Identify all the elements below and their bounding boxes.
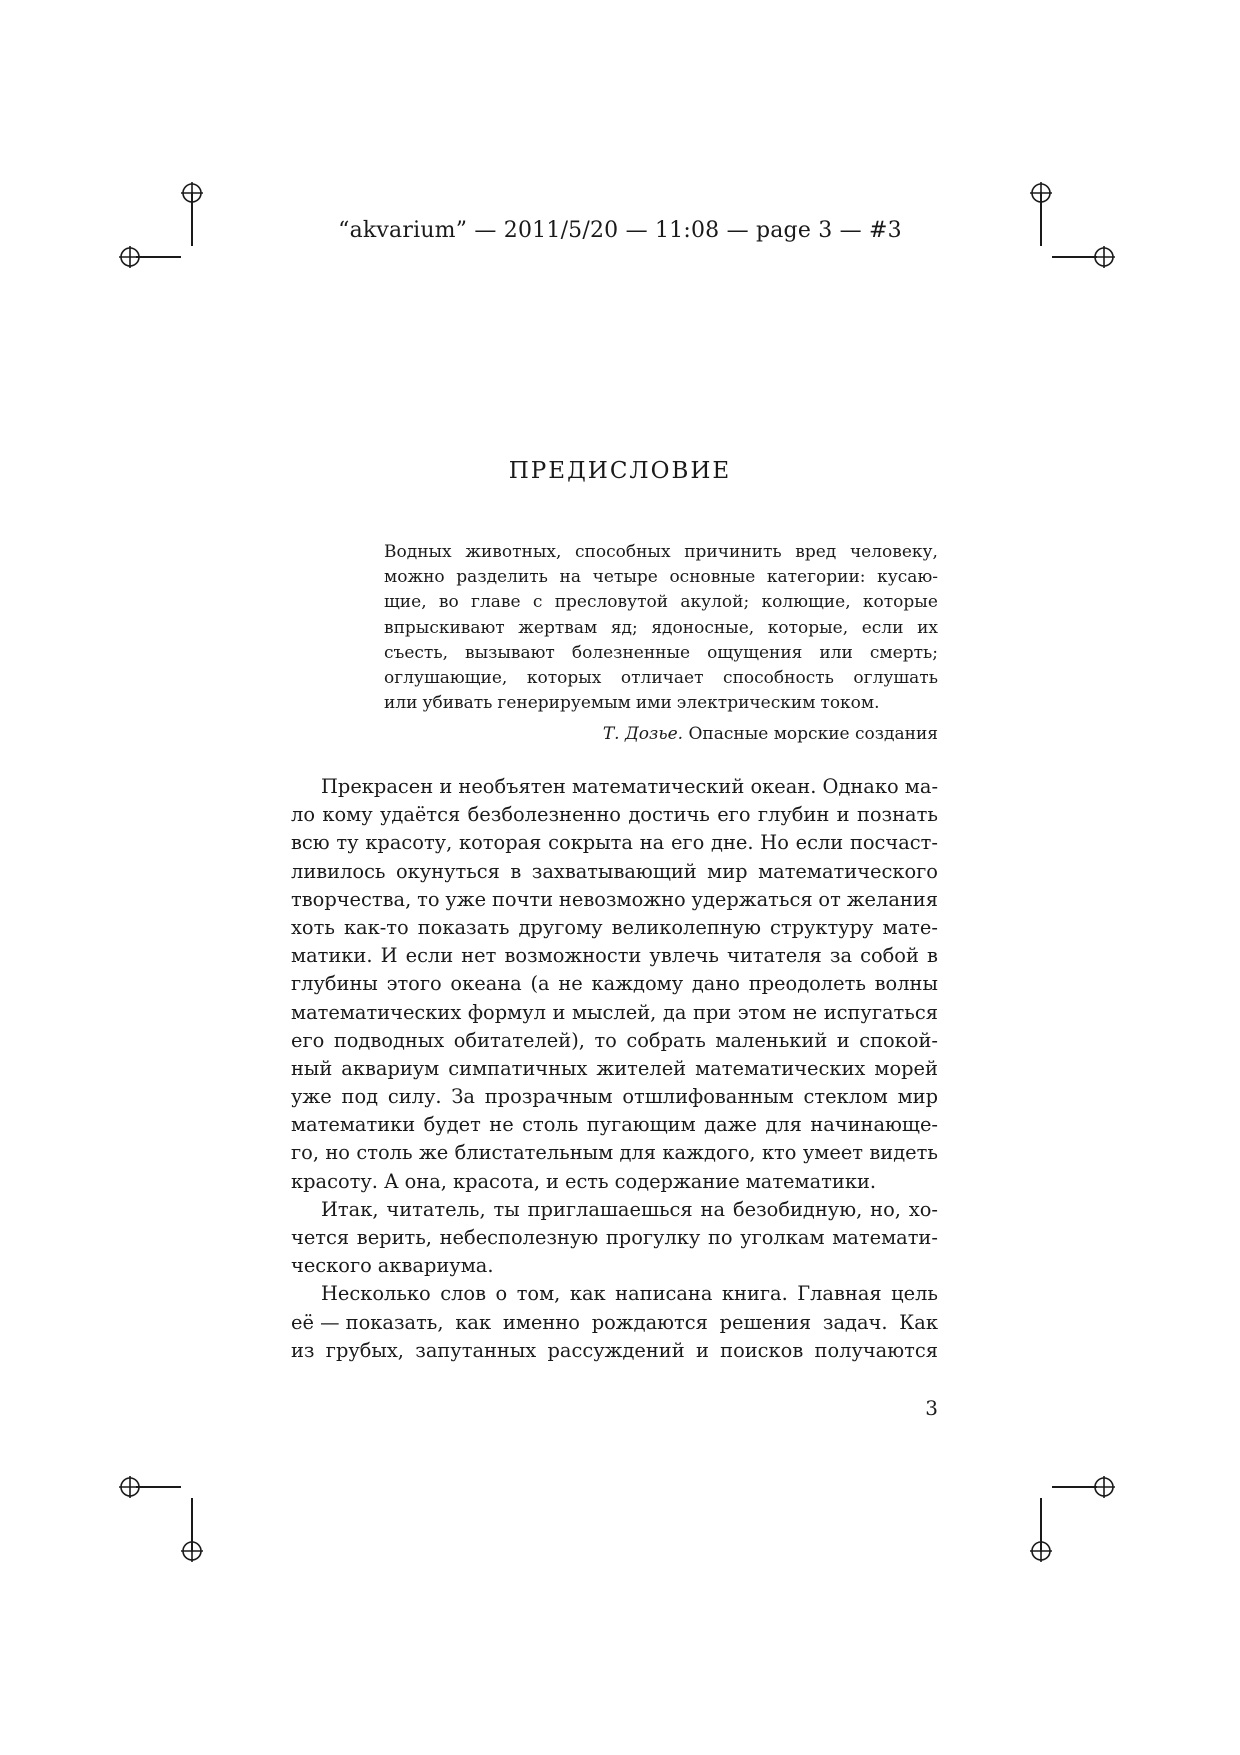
word: смерть; [869,642,938,663]
word: удержаться [691,887,813,911]
word: человеку, [849,542,938,562]
word: их [917,617,938,638]
word: будет [423,1113,481,1137]
word: океан. [750,775,817,798]
word: Итак, [321,1197,379,1221]
word: матики. [291,944,373,968]
word: ма- [904,775,938,798]
word: уже [291,1085,332,1109]
word: которые, [767,617,849,638]
word: Несколько [321,1282,431,1306]
word: структуру [769,915,874,939]
word: дано [691,972,740,996]
epigraph-author: Т. Дозье. [602,724,684,744]
word: увлечь [649,944,719,968]
word: и [695,1338,709,1362]
word: А [383,1169,399,1193]
word: или [819,642,853,663]
word: математических [291,1000,462,1024]
word: глубин [757,803,830,827]
crop-line [1052,1486,1097,1488]
word: из [291,1338,315,1362]
text-line [291,886,938,914]
word: о [495,1282,508,1306]
word: собрать [626,1028,706,1052]
word: Как [899,1310,938,1334]
crop-line [1052,256,1097,258]
text-line [291,773,938,801]
word: спокой- [859,1028,938,1052]
word: чется [291,1226,350,1249]
word: электрическим [676,693,816,714]
word: то [594,1028,617,1052]
chapter-title: ПРЕДИСЛОВИЕ [508,458,732,484]
word: Прекрасен [321,775,434,798]
word: от [818,887,841,911]
word: получаются [814,1338,938,1362]
word: уже [445,887,487,911]
word: отшлифованным [622,1085,794,1109]
word: отличает [620,668,704,689]
text-line [291,1083,938,1111]
word: приглашаешься [527,1197,693,1221]
text-line [384,691,938,716]
word: том, [516,1282,561,1306]
word: запутанных [415,1338,537,1362]
word: познать [856,803,938,827]
word: почти [491,887,554,911]
word: съесть, [384,642,448,663]
word: под [341,1085,379,1109]
registration-target-icon [1029,1539,1053,1563]
epigraph-attribution [384,724,938,744]
word: обитателей), [453,1028,585,1052]
word: преодолеть [748,972,866,996]
word: его [670,831,705,855]
word: красоту, [365,831,453,855]
word: способных [575,542,671,562]
word: красоту. [291,1169,378,1193]
word: аквариум [341,1056,440,1080]
word: с [532,592,543,613]
word: поисков [720,1338,804,1362]
word: захватывающий [531,859,697,883]
word: для [765,1113,802,1137]
word: окунуться [395,859,500,883]
word: ядоносные, [651,617,755,638]
word: достичь [628,803,710,827]
word: в [510,859,522,883]
word: мате- [882,915,938,939]
word: Однако [822,775,899,798]
word: решения [719,1310,812,1334]
word: содержание [614,1169,740,1193]
word: этого [386,972,442,996]
word: необъятен [458,775,566,798]
epigraph-source: Опасные морские создания [688,724,938,744]
word: (а [530,972,550,996]
word: читатель, [386,1197,486,1221]
word: глубины [291,972,378,996]
word: если [405,944,454,968]
word: математики. [745,1169,877,1193]
body-text [291,773,938,1365]
word: но, [870,1197,901,1221]
word: математических [695,1056,866,1080]
word: для [619,1141,657,1165]
word: подводных [333,1028,445,1052]
word: хоть [291,915,335,939]
word: и [836,803,850,827]
word: жертвам [518,617,598,638]
word: нет [461,944,497,968]
crop-line [136,256,181,258]
text-line [291,1168,938,1196]
text-line [291,1196,938,1224]
word: цель [891,1282,938,1306]
word: пресловутой [554,592,669,613]
text-line [291,999,938,1027]
word: ты [493,1197,520,1221]
word: посчаст- [849,831,938,855]
word: прогулку [605,1226,701,1249]
word: читателя [727,944,822,968]
word: в [926,944,938,968]
word: главе [471,592,521,613]
word: вызывают [465,642,555,663]
word: то [417,887,440,911]
word: каждого, [662,1141,756,1165]
word: математический [572,775,745,798]
word: мыслей, [572,1000,657,1024]
word: верить, [356,1226,432,1249]
word: уголкам [740,1226,825,1249]
word: да [662,1000,687,1024]
word: умеет [802,1141,864,1165]
word: книга. [721,1282,788,1306]
word: кусаю- [877,567,938,588]
word: ный [291,1056,333,1080]
word: грубых, [325,1338,404,1362]
text-line [384,616,938,641]
word: если [795,831,844,855]
text-line [291,858,938,886]
word: даже [704,1113,757,1137]
word: морей [874,1056,938,1080]
word: она, [404,1169,447,1193]
text-line [384,641,938,666]
word: испугаться [823,1000,938,1024]
word: прозрачным [484,1085,613,1109]
word: кто [761,1141,797,1165]
word: мир [897,1085,938,1109]
word: не [489,1113,514,1137]
word: безболезненно [467,803,621,827]
word: яд; [610,617,638,638]
registration-target-icon [1029,181,1053,205]
word: во [438,592,459,613]
word: если [861,617,904,638]
text-line [384,666,938,691]
word: пугающим [586,1113,696,1137]
text-line [384,565,938,590]
word: которых [526,668,602,689]
word: и [439,775,453,798]
word: как [569,1282,606,1306]
word: его [291,1028,325,1052]
registration-target-icon [1092,245,1116,269]
registration-target-icon [180,181,204,205]
text-line [291,1252,938,1280]
word: рождаются [591,1310,708,1334]
word: невозможно [558,887,686,911]
text-line [384,590,938,615]
word: которая [459,831,542,855]
word: ливилось [291,859,386,883]
word: великолепную [611,915,761,939]
text-line [291,1139,938,1167]
word: при [692,1000,732,1024]
word: колющие, [761,592,851,613]
word: по [707,1226,733,1249]
text-line [291,942,938,970]
word: на [559,567,581,588]
word: мир [707,859,748,883]
text-line [291,1309,938,1337]
word: током. [820,693,880,714]
word: небесполезную [439,1226,599,1249]
word: вред [795,542,837,562]
word: безобидную, [732,1197,863,1221]
word: причинить [684,542,782,562]
text-line [291,829,938,857]
word: генерируемым [497,693,631,714]
registration-target-icon [118,1475,142,1499]
word: кому [322,803,373,827]
word: формул [467,1000,546,1024]
word: столь [522,1113,579,1137]
word: слов [440,1282,486,1306]
word: и [836,1028,850,1052]
word: хо- [908,1197,938,1221]
word: маленький [715,1028,828,1052]
word: ощущения [707,642,803,663]
word: И [380,944,398,968]
word: математи- [832,1226,938,1249]
word: каждому [591,972,684,996]
word: щие, [384,592,427,613]
word: блистательным [454,1141,614,1165]
word: как-то [343,915,409,939]
word: начинающе- [810,1113,938,1137]
word: именно [502,1310,580,1334]
word: и [552,1000,566,1024]
word: Водных [384,542,452,562]
running-header: “akvarium” — 2011/5/20 — 11:08 — page 3 — #3 [338,218,902,243]
word: ими [635,693,672,714]
word: океана [450,972,522,996]
registration-target-icon [180,1539,204,1563]
word: категории: [766,567,866,588]
word: убивать [422,693,493,714]
word: математического [758,859,938,883]
page-number: 3 [925,1396,938,1420]
word: животных, [465,542,562,562]
word: симпатичных [448,1056,588,1080]
text-line [291,1337,938,1365]
word: видеть [869,1141,938,1165]
word: впрыскивают [384,617,505,638]
text-line [291,1280,938,1308]
word: столь [356,1141,413,1165]
word: разделить [456,567,548,588]
word: этом [737,1000,787,1024]
word: желания [846,887,938,911]
word: не [558,972,583,996]
crop-line [136,1486,181,1488]
word: же [418,1141,449,1165]
word: Главная [797,1282,882,1306]
word: но [325,1141,350,1165]
word: за [829,944,853,968]
registration-target-icon [1092,1475,1116,1499]
word: За [451,1085,475,1109]
word: четыре [592,567,658,588]
word: оглушать [853,668,938,689]
text-line [291,970,938,998]
word: аквариума. [377,1254,494,1278]
word: основные [669,567,756,588]
word: написана [615,1282,713,1306]
word: показать [417,915,510,939]
word: всю [291,831,330,855]
word: собой [860,944,919,968]
text-line [384,540,938,565]
word: его [717,803,751,827]
word: болезненные [571,642,691,663]
epigraph [384,540,938,716]
word: её — показать, [291,1310,444,1334]
word: возможности [504,944,642,968]
word: Но [760,831,789,855]
word: есть [564,1169,609,1193]
word: ту [336,831,359,855]
word: волны [874,972,938,996]
word: задач. [822,1310,888,1334]
word: го, [291,1141,319,1165]
word: ческого [291,1254,372,1278]
word: дне. [711,831,754,855]
text-line [291,1055,938,1083]
word: не [792,1000,818,1024]
word: удаётся [380,803,461,827]
word: сокрыта [548,831,633,855]
word: рассуждений [547,1338,685,1362]
word: акулой; [680,592,750,613]
registration-target-icon [118,245,142,269]
text-line [291,1224,938,1252]
word: другому [518,915,603,939]
text-line [291,1027,938,1055]
word: или [384,693,418,714]
text-line [291,801,938,829]
word: жителей [596,1056,687,1080]
word: красота, [452,1169,541,1193]
word: оглушающие, [384,668,508,689]
text-line [291,914,938,942]
word: на [639,831,665,855]
word: как [455,1310,492,1334]
word: способность [723,668,834,689]
word: силу. [387,1085,442,1109]
word: и [546,1169,559,1193]
word: на [700,1197,726,1221]
word: стеклом [803,1085,888,1109]
word: творчества, [291,887,412,911]
word: ло [291,803,315,827]
text-line [291,1111,938,1139]
word: можно [384,567,445,588]
word: математики [291,1113,416,1137]
word: которые [862,592,938,613]
